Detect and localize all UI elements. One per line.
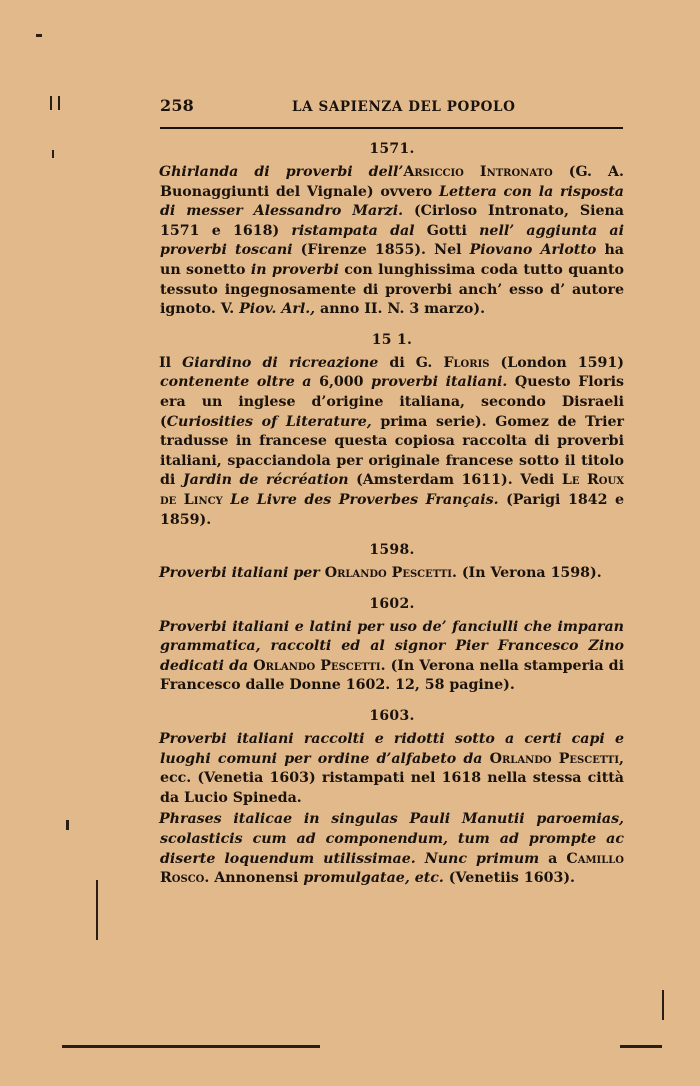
scan-bottom-rule (620, 1045, 662, 1048)
running-head (160, 96, 624, 115)
entry-text: (Firenze 1855). Nel (292, 242, 470, 259)
italic-title: Giardino di ricreazione (182, 354, 379, 371)
year-heading: 15 1. (371, 331, 413, 348)
entry-text: Questo Floris era un inglese d’origine italiana, secondo Disraeli ( (160, 374, 624, 430)
entry-text: Gotti (414, 222, 480, 239)
scan-bottom-rule (62, 1045, 320, 1048)
entry-text: (In Verona 1598). (456, 565, 602, 582)
content (160, 141, 624, 889)
entry-text: di G. (378, 354, 444, 371)
entry-text: (London 1591) (489, 354, 625, 371)
bibliography-entry (160, 730, 624, 808)
entry-text: con lunghissima coda tutto quanto tessuto ingegnosamente di proverbi anch’ esso d’ autore ignoto. V. (160, 261, 624, 318)
entry-text: (Venetiis 1603). (443, 870, 575, 887)
italic-title: in proverbi (250, 261, 339, 278)
scan-mark (66, 820, 69, 830)
entry-text: (Parigi 1842 e 1859). (160, 491, 624, 528)
italic-title: Ghirlanda di proverbi dell’ (159, 164, 404, 180)
bibliography-entry (160, 564, 624, 584)
entry-text: ecc. (Venetia 1603) ristampati nel 1618 nella stessa città da Lucio Spineda. (160, 770, 624, 806)
entry-text: 6,000 (311, 374, 372, 391)
entry-text (482, 751, 489, 767)
year-heading: 1571. (369, 141, 415, 157)
entry-text: (In Verona nella stamperia di Francesco dalle Donne 1602. 12, 58 pagine). (160, 657, 624, 694)
entry-text: anno II. N. 3 marzo). (315, 301, 486, 318)
header-rule (160, 127, 623, 129)
scan-mark (36, 34, 42, 37)
author-name: Orlando Pescetti, (489, 750, 624, 767)
entry-text: Il (159, 354, 183, 371)
scan-mark (58, 96, 60, 110)
italic-title: promulgatae, etc. (303, 870, 444, 887)
scan-mark (50, 96, 52, 110)
scan-mark (96, 880, 98, 940)
entry-text: a (539, 850, 567, 867)
italic-title: contenente oltre a (160, 374, 312, 391)
entry-text: (Cirloso Intronato, Siena 1571 e 1618) (160, 203, 624, 239)
italic-title: Piov. Arl., (239, 301, 316, 318)
italic-title: nell’ aggiunta ai proverbi toscani (160, 222, 624, 259)
author-name: Arsiccio Intronato (403, 164, 553, 180)
entry-text: prima serie). Gomez de Trier tradusse in francese questa copiosa raccolta di proverbi italiani, spacciandola per originale francese sotto il titolo di (160, 413, 624, 489)
italic-title: Proverbi italiani e latini per uso de’ fanciulli che imparan grammatica, raccolti ed al signor Pier Francesco Zino dedicati da (159, 618, 624, 674)
bibliography-entry (160, 163, 624, 320)
italic-title: Jardin de récréation (182, 472, 349, 489)
italic-title: Proverbi italiani raccolti e ridotti sotto a certi capi e luoghi comuni per ordine d’alfabeto da (159, 731, 624, 767)
scan-mark (662, 990, 664, 1020)
bibliography-entry (160, 354, 624, 530)
bibliography-entry (160, 618, 624, 696)
italic-title: Phrases italicae in singulas Pauli Manutii paroemias, scolasticis cum ad componendum, tum ad prompte ac diserte loquendum utilissimae. Nunc primum (159, 811, 624, 867)
year-heading: 1598. (369, 542, 415, 559)
page-number: 258 (160, 96, 194, 115)
italic-title: Curiosities of Literature, (166, 413, 372, 430)
entry-text: Annonensi (209, 870, 304, 887)
italic-title: Le Livre des Proverbes Français. (230, 491, 499, 508)
italic-title: Proverbi italiani per (159, 565, 320, 582)
year-heading: 1602. (369, 595, 415, 612)
author-name: Orlando Pescetti. (324, 565, 457, 582)
year-heading: 1603. (369, 708, 415, 725)
scan-mark (52, 150, 54, 158)
entry-text: (G. A. Buonaggiunti del Vignale) ovvero (160, 164, 624, 200)
bibliography-entry (160, 810, 624, 888)
running-title: LA SAPIENZA DEL POPOLO (292, 99, 516, 115)
italic-title: Piovano Arlotto (469, 242, 597, 259)
author-name: Le Roux de Lincy (160, 472, 624, 508)
italic-title: ristampata dal (291, 222, 415, 239)
author-name: Camillo Rosco. (160, 850, 624, 887)
entry-text: (Amsterdam 1611). Vedi (348, 472, 562, 489)
author-name: Floris (443, 354, 490, 371)
italic-title: proverbi italiani. (371, 374, 508, 391)
page-body (160, 96, 624, 891)
author-name: Orlando Pescetti. (253, 657, 386, 674)
italic-title: Lettera con la risposta di messer Alessandro Marzi. (160, 183, 624, 220)
entry-text: ha un sonetto (160, 242, 624, 278)
